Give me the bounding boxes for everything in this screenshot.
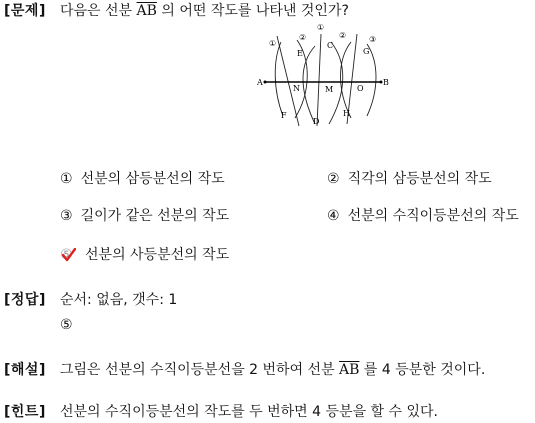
choice-3-label: 길이가 같은 선분의 작도 — [80, 208, 230, 224]
choice-1[interactable] — [60, 170, 225, 188]
circled-mark-1: ① — [269, 39, 277, 48]
choice-2-number: ② — [327, 171, 340, 187]
construction-figure — [255, 20, 395, 128]
label-h: H — [343, 109, 350, 118]
check-mark-icon — [62, 248, 76, 262]
choice-5-number: ⑤ — [60, 247, 73, 263]
arc-right-a — [341, 42, 352, 118]
choice-3[interactable] — [60, 207, 229, 225]
choice-3-number: ③ — [60, 208, 73, 224]
choice-5[interactable] — [60, 246, 229, 264]
explanation-text-before: 그림은 선분의 수직이등분선을 2 번하여 선분 — [60, 362, 340, 378]
hint-text: 선분의 수직이등분선의 작도를 두 번하면 4 등분을 할 수 있다. — [60, 404, 438, 420]
explanation-segment-ab: $\overline{AB}$ — [339, 362, 360, 378]
question-tag: [문제] — [4, 3, 46, 19]
choice-2-label: 직각의 삼등분선의 작도 — [347, 171, 492, 187]
hint-tag: [힌트] — [4, 404, 46, 420]
circled-mark-5: ③ — [369, 35, 377, 44]
choice-1-number: ① — [60, 171, 73, 187]
label-d: D — [313, 117, 320, 126]
circled-mark-3: ① — [317, 23, 325, 32]
label-f: F — [281, 111, 287, 120]
segment-ab: $\overline{AB}$ — [136, 3, 157, 19]
arc-left-a — [275, 42, 283, 116]
choice-4-label: 선분의 수직이등분선의 작도 — [347, 208, 519, 224]
label-c: C — [327, 41, 334, 50]
choice-1-label: 선분의 삼등분선의 작도 — [80, 171, 225, 187]
choice-4-number: ④ — [327, 208, 340, 224]
label-b: B — [383, 78, 389, 87]
label-g: G — [363, 47, 370, 56]
label-m: M — [325, 85, 334, 94]
point-a-dot — [264, 81, 267, 84]
bisector-mid — [317, 34, 321, 126]
question-text — [60, 2, 349, 20]
answer-tag: [정답] — [4, 292, 46, 308]
circled-mark-2: ② — [299, 33, 307, 42]
question-text-after: 의 어떤 작도를 나타낸 것인가? — [156, 3, 349, 19]
choice-4[interactable] — [327, 207, 519, 225]
explanation-tag: [해설] — [4, 362, 46, 378]
answer-line-2: ⑤ — [60, 317, 73, 333]
question-text-before: 다음은 선분 — [60, 3, 137, 19]
answer-line-1: 순서: 없음, 갯수: 1 — [60, 292, 178, 308]
label-o: O — [357, 84, 364, 93]
label-a: A — [257, 78, 263, 87]
explanation-text-after: 를 4 등분한 것이다. — [359, 362, 486, 378]
choice-5-label: 선분의 사등분선의 작도 — [85, 247, 230, 263]
explanation-text — [60, 361, 485, 379]
circled-mark-4: ② — [339, 31, 347, 40]
choice-2[interactable] — [327, 170, 492, 188]
label-e: E — [297, 49, 303, 58]
label-n: N — [293, 84, 300, 93]
